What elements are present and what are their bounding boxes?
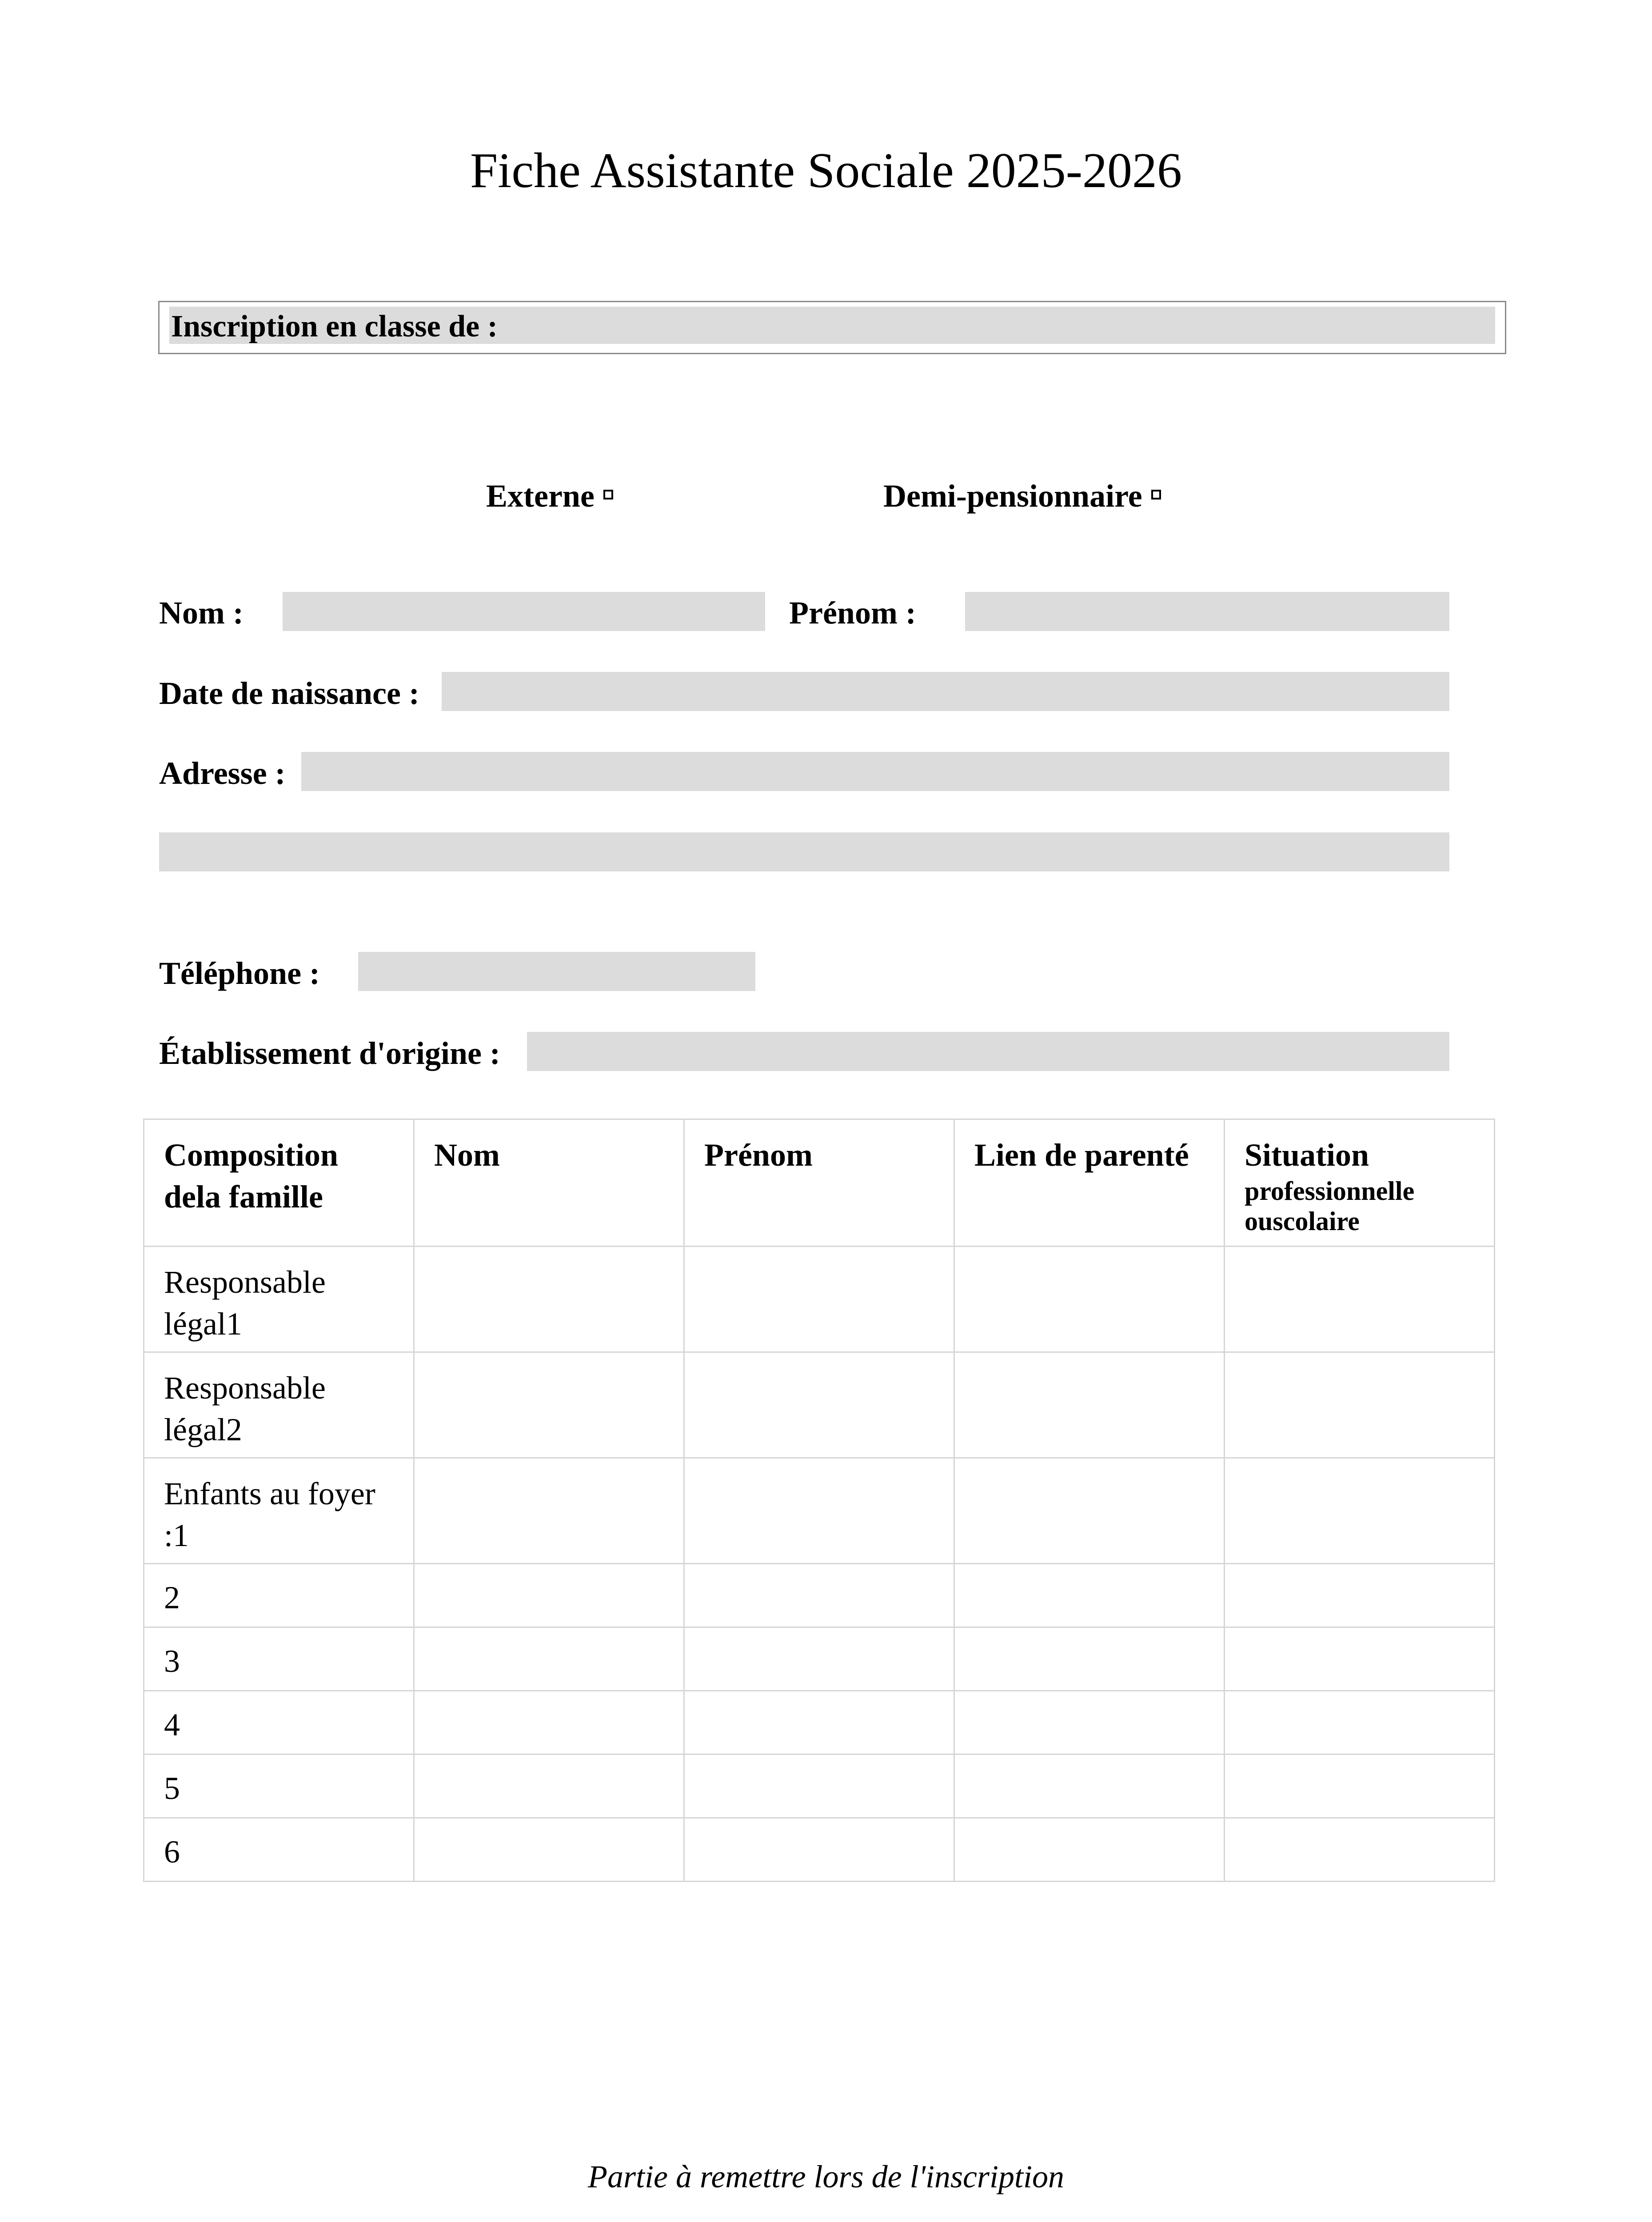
regime-demi-pensionnaire-option[interactable] — [883, 480, 1161, 512]
cell-nom[interactable] — [414, 1627, 684, 1691]
cell-situation[interactable] — [1225, 1627, 1495, 1691]
cell-nom[interactable] — [414, 1754, 684, 1818]
cell-prenom[interactable] — [684, 1247, 954, 1352]
nom-input[interactable] — [283, 592, 765, 631]
cell-lien[interactable] — [954, 1564, 1225, 1627]
table-row — [144, 1627, 1495, 1691]
table-row — [144, 1691, 1495, 1754]
table-row — [144, 1818, 1495, 1882]
cell-nom[interactable] — [414, 1691, 684, 1754]
cell-lien[interactable] — [954, 1458, 1225, 1564]
row-label: Responsable légal1 — [144, 1247, 414, 1352]
cell-situation[interactable] — [1225, 1754, 1495, 1818]
row-label: Enfants au foyer :1 — [144, 1458, 414, 1564]
date-naissance-label: Date de naissance : — [159, 675, 419, 711]
cell-lien[interactable] — [954, 1352, 1225, 1458]
inscription-class-field[interactable] — [158, 301, 1506, 354]
externe-checkbox[interactable] — [603, 490, 613, 500]
footer-note: Partie à remettre lors de l'inscription — [588, 2159, 1064, 2194]
cell-lien[interactable] — [954, 1754, 1225, 1818]
row-label: 6 — [144, 1818, 414, 1882]
cell-situation[interactable] — [1225, 1818, 1495, 1882]
header-situation-title: Situation — [1245, 1137, 1369, 1173]
cell-situation[interactable] — [1225, 1564, 1495, 1627]
cell-prenom[interactable] — [684, 1818, 954, 1882]
regime-externe-option[interactable] — [486, 480, 613, 512]
externe-label: Externe — [486, 478, 595, 514]
adresse-input-line1[interactable] — [301, 752, 1449, 791]
cell-situation[interactable] — [1225, 1458, 1495, 1564]
date-naissance-input[interactable] — [442, 672, 1449, 711]
row-label: 5 — [144, 1754, 414, 1818]
demi-pensionnaire-checkbox[interactable] — [1151, 490, 1161, 500]
table-row — [144, 1352, 1495, 1458]
cell-nom[interactable] — [414, 1352, 684, 1458]
cell-prenom[interactable] — [684, 1691, 954, 1754]
table-row — [144, 1564, 1495, 1627]
row-label: 2 — [144, 1564, 414, 1627]
inscription-class-label: Inscription en classe de : — [171, 309, 498, 344]
page-title: Fiche Assistante Sociale 2025-2026 — [470, 143, 1182, 198]
cell-situation[interactable] — [1225, 1352, 1495, 1458]
cell-situation[interactable] — [1225, 1691, 1495, 1754]
cell-prenom[interactable] — [684, 1627, 954, 1691]
table-header-row — [144, 1119, 1495, 1247]
header-nom: Nom — [414, 1119, 684, 1247]
demi-pensionnaire-label: Demi-pensionnaire — [883, 478, 1142, 514]
cell-prenom[interactable] — [684, 1352, 954, 1458]
adresse-label: Adresse : — [159, 755, 286, 791]
cell-lien[interactable] — [954, 1627, 1225, 1691]
etablissement-label: Établissement d'origine : — [159, 1035, 500, 1071]
header-composition: Composition dela famille — [144, 1119, 414, 1247]
row-label: Responsable légal2 — [144, 1352, 414, 1458]
cell-situation[interactable] — [1225, 1247, 1495, 1352]
telephone-label: Téléphone : — [159, 955, 320, 991]
cell-nom[interactable] — [414, 1247, 684, 1352]
cell-lien[interactable] — [954, 1818, 1225, 1882]
cell-lien[interactable] — [954, 1691, 1225, 1754]
table-row — [144, 1458, 1495, 1564]
cell-prenom[interactable] — [684, 1754, 954, 1818]
header-lien-parente: Lien de parenté — [954, 1119, 1225, 1247]
cell-lien[interactable] — [954, 1247, 1225, 1352]
table-row — [144, 1247, 1495, 1352]
cell-nom[interactable] — [414, 1818, 684, 1882]
family-composition-table — [143, 1119, 1495, 1882]
row-label: 3 — [144, 1627, 414, 1691]
header-situation — [1225, 1119, 1495, 1247]
adresse-input-line2[interactable] — [159, 832, 1449, 871]
prenom-label: Prénom : — [789, 595, 916, 631]
nom-label: Nom : — [159, 595, 243, 631]
row-label: 4 — [144, 1691, 414, 1754]
cell-nom[interactable] — [414, 1564, 684, 1627]
prenom-input[interactable] — [965, 592, 1449, 631]
cell-nom[interactable] — [414, 1458, 684, 1564]
table-row — [144, 1754, 1495, 1818]
etablissement-input[interactable] — [527, 1032, 1449, 1071]
cell-prenom[interactable] — [684, 1564, 954, 1627]
header-situation-subtitle: professionnelle ouscolaire — [1245, 1176, 1415, 1236]
header-prenom: Prénom — [684, 1119, 954, 1247]
cell-prenom[interactable] — [684, 1458, 954, 1564]
telephone-input[interactable] — [358, 952, 755, 991]
